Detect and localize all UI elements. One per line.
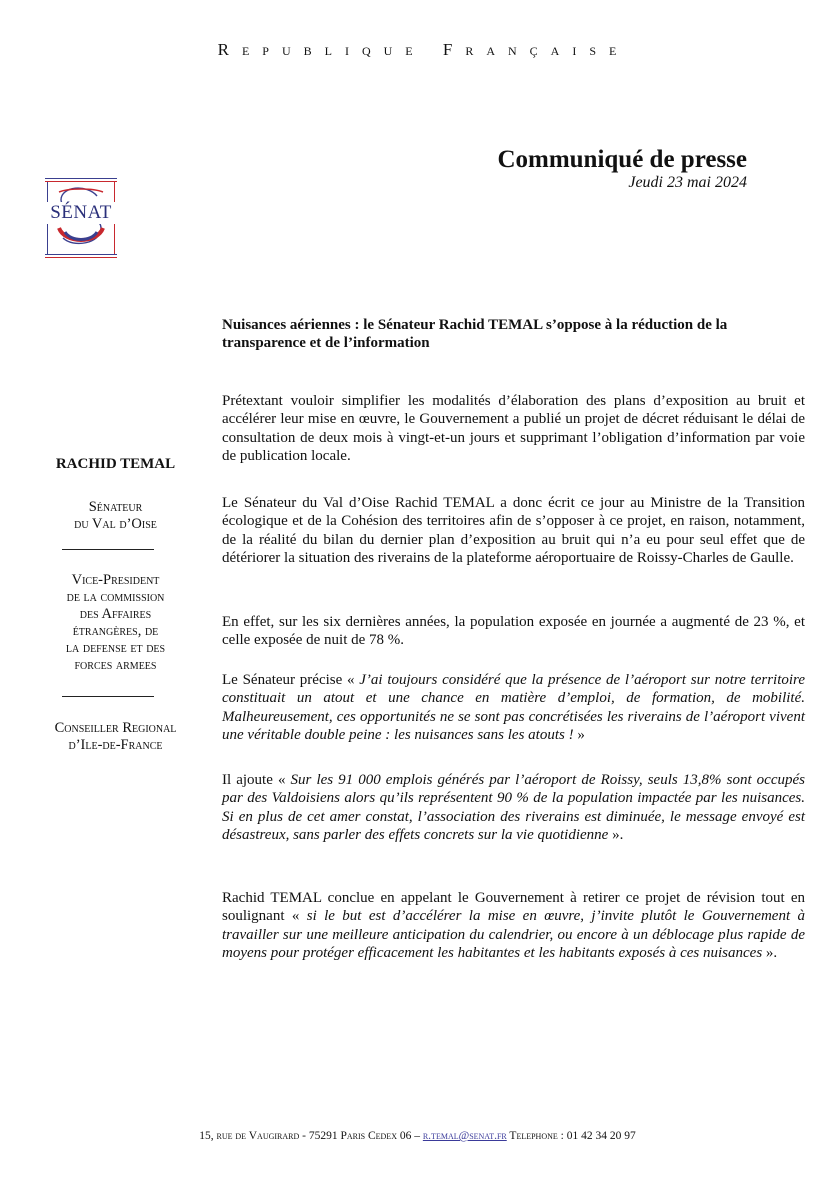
article-paragraph: Prétextant vouloir simplifier les modalités d’élaboration des plans d’exposition au bruit et accélérer leur mise en œuvre, le Gouvernement a publié un projet de décret réduisant le délai de consultation de deux mois à vingt-et-un jours et supprimant l’obligation d’information par voie de publication locale. xyxy=(222,393,805,464)
quote-text: si le but est d’accélérer la mise en œuvre, j’invite plutôt le Gouvernement à travailler sur une meilleure anticipation du calendrier, ou encore à un déblocage plus rapide de moyens pour protéger efficacement les habitantes et les habitants exposés à ces nuisances xyxy=(222,908,805,961)
senat-logo xyxy=(45,178,117,258)
footer-address: 15, rue de Vaugirard - 75291 Paris Cedex 06 – xyxy=(199,1130,423,1142)
logo-bottom-rule-red xyxy=(45,257,117,258)
role-senator xyxy=(18,499,213,533)
role-vp-line: forces armees xyxy=(74,657,157,673)
quote-end: ». xyxy=(608,826,624,843)
role-vp-line: de la commission xyxy=(66,589,165,605)
role-senator-line: Sénateur xyxy=(88,499,143,515)
footer-email-link[interactable]: r.temal@senat.fr xyxy=(422,1130,507,1142)
role-vp-line: Vice-President xyxy=(71,572,160,588)
footer-phone: Telephone : 01 42 34 20 97 xyxy=(506,1130,636,1142)
role-vice-president xyxy=(18,572,213,674)
senator-name: RACHID TEMAL xyxy=(55,456,176,472)
logo-text: SÉNAT xyxy=(45,202,117,224)
press-release-date: Jeudi 23 mai 2024 xyxy=(628,174,747,191)
article-headline: Nuisances aériennes : le Sénateur Rachid TEMAL s’oppose à la réduction de la transparence et de l’information xyxy=(222,317,728,352)
article-paragraph: En effet, sur les six dernières années, la population exposée en journée a augmenté de 23 %, et celle exposée de nuit de 78 %. xyxy=(222,614,805,649)
quote-text: Sur les 91 000 emplois générés par l’aéroport de Roissy, seuls 13,8% sont occupés par des Valdoisiens alors qu’ils représentent 90 % de la population impactée par les nuisances. Si en plus de cet amer constat, l’association des riverains est diminuée, le message envoyé est désastreux, sans parler des effets concrets sur la vie quotidienne xyxy=(222,772,805,843)
article-paragraph-quote xyxy=(222,671,805,744)
quote-end: ». xyxy=(762,944,778,961)
quote-text: J’ai toujours considéré que la présence de l’aéroport sur notre territoire constituait un atout et une chance en matière d’emploi, de formation, de mobilité. Malheureusement, ces opportunités ne se sont pas concrétisées les riverains de l’aéroport vivent une véritable double peine : les nuisances sans les atouts ! xyxy=(222,672,805,743)
article-paragraph-quote xyxy=(222,889,805,962)
role-vp-line: la defense et des xyxy=(65,640,166,656)
header-republique: Republique Française xyxy=(217,40,630,59)
article-paragraph-quote xyxy=(222,771,805,844)
sidebar-divider xyxy=(62,696,154,697)
sidebar-divider xyxy=(62,549,154,550)
quote-intro: Rachid TEMAL conclue en appelant le Gouvernement à retirer ce projet de révision tout en soulignant « xyxy=(222,890,805,925)
role-vp-line: des Affaires xyxy=(79,606,152,622)
quote-end: » xyxy=(573,726,585,743)
role-rc-line: d’Ile-de-France xyxy=(68,737,163,753)
role-vp-line: étrangères, de xyxy=(72,623,159,639)
role-senator-line: du Val d’Oise xyxy=(74,516,157,532)
footer-contact xyxy=(0,1130,835,1142)
press-release-title: Communiqué de presse xyxy=(497,146,747,173)
logo-top-rule-blue xyxy=(45,178,117,179)
role-rc-line: Conseiller Regional xyxy=(54,720,177,736)
logo-bottom-rule-blue xyxy=(45,254,117,255)
quote-intro: Le Sénateur précise « xyxy=(222,672,360,688)
press-release-block xyxy=(497,146,747,192)
role-regional-councillor xyxy=(18,720,213,754)
article-paragraph: Le Sénateur du Val d’Oise Rachid TEMAL a donc écrit ce jour au Ministre de la Transition écologique et de la Cohésion des territoires afin de s’opposer à ce projet, en raison, notamment, de la réalité du bilan du dernier plan d’exposition au bruit qui n’a eu pour seul effet que de détériorer la situation des riverains de la plateforme aéroportuaire de Roissy-Charles de Gaulle. xyxy=(222,495,805,566)
quote-intro: Il ajoute « xyxy=(222,772,291,788)
